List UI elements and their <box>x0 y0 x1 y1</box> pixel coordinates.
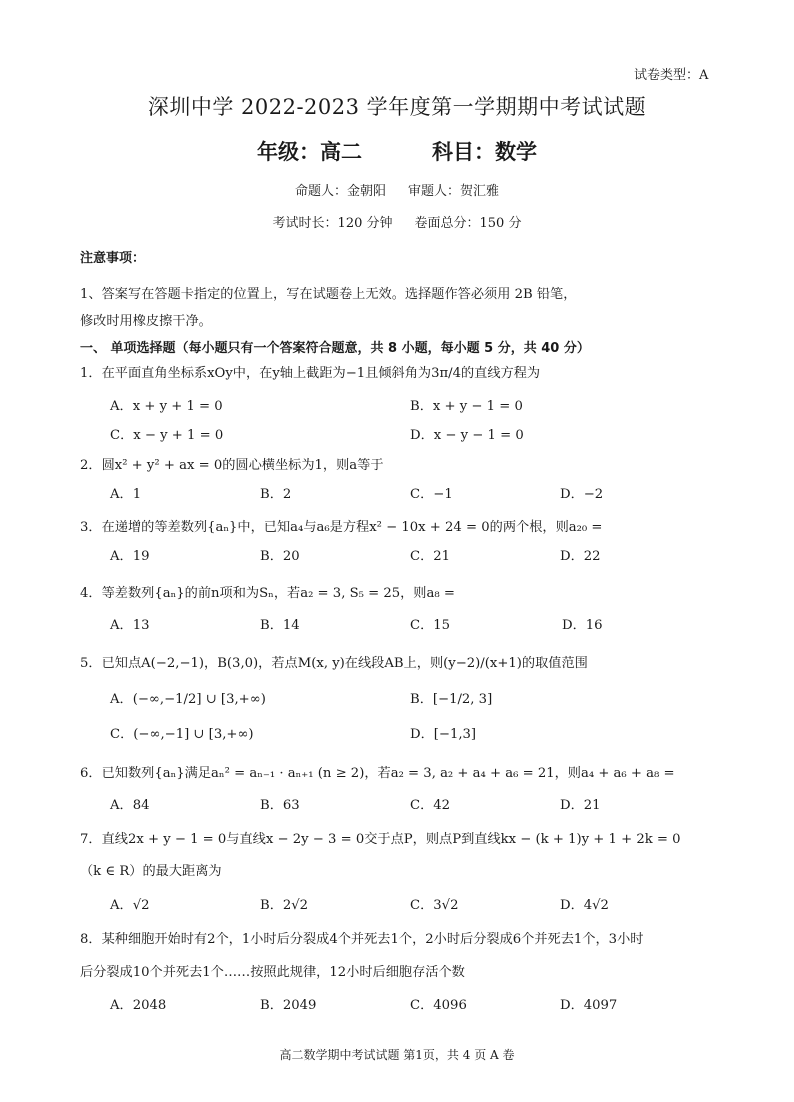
option-b: B．20 <box>260 549 300 564</box>
question-stem: 5．已知点A(−2,−1)，B(3,0)，若点M(x, y)在线段AB上，则(y−2)/(x+1)的取值范围 <box>80 656 588 671</box>
question-stem-cont: （k ∈ R）的最大距离为 <box>80 864 222 879</box>
option-c: C．15 <box>410 618 451 633</box>
exam-info-line <box>0 212 794 231</box>
paper-type-label: 试卷类型：A <box>634 68 709 83</box>
grade-subject-line <box>0 136 794 166</box>
question-stem-cont: 后分裂成10个并死去1个……按照此规律，12小时后细胞存活个数 <box>80 965 465 980</box>
question-stem: 4．等差数列{aₙ}的前n项和为Sₙ，若a₂ = 3, S₅ = 25，则a₈ = <box>80 586 455 601</box>
question-stem: 7．直线2x + y − 1 = 0与直线x − 2y − 3 = 0交于点P，则点P到直线kx − (k + 1)y + 1 + 2k = 0 <box>80 832 681 847</box>
option-a: A．x + y + 1 = 0 <box>110 399 223 414</box>
author-line <box>0 180 794 199</box>
question-stem: 2．圆x² + y² + ax = 0的圆心横坐标为1，则a等于 <box>80 458 384 473</box>
option-a: A．(−∞,−1/2] ∪ [3,+∞) <box>110 692 266 707</box>
option-b: B．[−1/2, 3] <box>410 692 493 707</box>
question-stem: 8．某种细胞开始时有2个，1小时后分裂成4个并死去1个，2小时后分裂成6个并死去1个，3小时 <box>80 932 644 947</box>
option-d: D．−2 <box>560 487 604 502</box>
subject-label: 科目：数学 <box>432 140 537 164</box>
option-c: C．42 <box>410 798 451 813</box>
option-c: C．(−∞,−1] ∪ [3,+∞) <box>110 727 254 742</box>
section-heading: 一、 单项选择题（每小题只有一个答案符合题意，共 8 小题，每小题 5 分，共 40 分） <box>80 341 590 356</box>
option-a: A．2048 <box>110 998 167 1013</box>
notes-line-2: 修改时用橡皮擦干净。 <box>80 314 212 329</box>
notes-heading: 注意事项： <box>80 251 146 266</box>
option-a: A．1 <box>110 487 142 502</box>
reviewer-label: 审题人：贺汇雅 <box>408 184 500 199</box>
option-d: D．x − y − 1 = 0 <box>410 428 524 443</box>
author-label: 命题人：金朝阳 <box>294 184 386 199</box>
option-b: B．2√2 <box>260 898 309 913</box>
option-c: C．3√2 <box>410 898 459 913</box>
exam-title: 深圳中学 2022-2023 学年度第一学期期中考试试题 <box>147 95 647 119</box>
grade-label: 年级：高二 <box>257 140 362 164</box>
page-footer: 高二数学期中考试试题 第1页，共 4 页 A 卷 <box>279 1048 515 1062</box>
option-d: D．22 <box>560 549 601 564</box>
option-a: A．19 <box>110 549 150 564</box>
option-b: B．14 <box>260 618 300 633</box>
option-b: B．63 <box>260 798 300 813</box>
option-d: D．[−1,3] <box>410 727 477 742</box>
option-d: D．16 <box>562 618 603 633</box>
option-a: A．13 <box>110 618 150 633</box>
option-d: D．4√2 <box>560 898 609 913</box>
question-stem: 3．在递增的等差数列{aₙ}中，已知a₄与a₆是方程x² − 10x + 24 = 0的两个根，则a₂₀ = <box>80 520 603 535</box>
option-c: C．4096 <box>410 998 467 1013</box>
notes-line-1: 1、答案写在答题卡指定的位置上，写在试题卷上无效。选择题作答必须用 2B 铅笔， <box>80 287 577 302</box>
option-a: A．84 <box>110 798 150 813</box>
option-c: C．x − y + 1 = 0 <box>110 428 224 443</box>
question-stem: 6．已知数列{aₙ}满足aₙ² = aₙ₋₁ · aₙ₊₁ (n ≥ 2)，若a₂ = 3, a₂ + a₄ + a₆ = 21，则a₄ + a₆ + a₈ = <box>80 766 675 781</box>
option-a: A．√2 <box>110 898 150 913</box>
option-c: C．21 <box>410 549 451 564</box>
duration-label: 考试时长：120 分钟 <box>272 216 393 231</box>
total-score-label: 卷面总分：150 分 <box>414 216 522 231</box>
option-d: D．4097 <box>560 998 618 1013</box>
option-c: C．−1 <box>410 487 453 502</box>
option-b: B．2049 <box>260 998 317 1013</box>
option-b: B．x + y − 1 = 0 <box>410 399 523 414</box>
option-d: D．21 <box>560 798 601 813</box>
option-b: B．2 <box>260 487 292 502</box>
question-stem: 1．在平面直角坐标系xOy中，在y轴上截距为−1且倾斜角为3π/4的直线方程为 <box>80 366 541 381</box>
